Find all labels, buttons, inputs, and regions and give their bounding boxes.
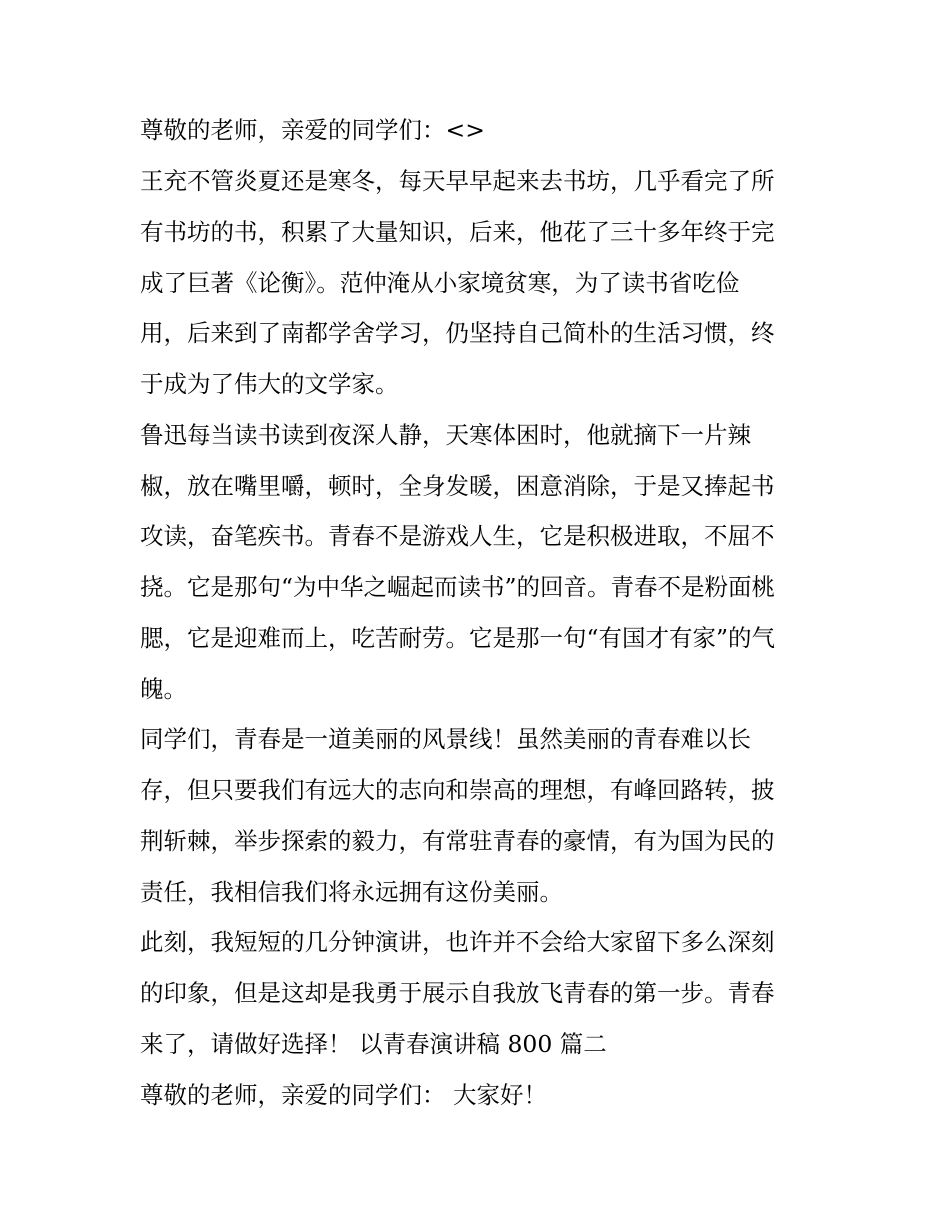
text-line: 椒，放在嘴里嚼，顿时，全身发暖，困意消除，于是又捧起书 — [140, 472, 775, 500]
text-line: 王充不管炎夏还是寒冬，每天早早起来去书坊，几乎看完了所 — [140, 167, 775, 195]
text-line: 成了巨著《论衡》。范仲淹从小家境贫寒，为了读书省吃俭 — [140, 269, 740, 297]
text-line: 腮，它是迎难而上，吃苦耐劳。它是那一句“有国才有家”的气 — [140, 624, 776, 652]
text-line: 尊敬的老师，亲爱的同学们： 大家好！ — [140, 1081, 547, 1109]
text-line: 来了，请做好选择！ 以青春演讲稿 800 篇二 — [140, 1030, 607, 1058]
text-line: 此刻，我短短的几分钟演讲，也许并不会给大家留下多么深刻 — [140, 928, 775, 956]
text-line: 存，但只要我们有远大的志向和崇高的理想，有峰回路转，披 — [140, 776, 775, 804]
text-line: 魄。 — [140, 675, 187, 703]
text-line: 用，后来到了南都学舍学习，仍坚持自己简朴的生活习惯，终 — [140, 319, 775, 347]
text-line: 同学们，青春是一道美丽的风景线！虽然美丽的青春难以长 — [140, 725, 751, 753]
text-line: 荆斩棘，举步探索的毅力，有常驻青春的豪情，有为国为民的 — [140, 827, 775, 855]
text-line: 责任，我相信我们将永远拥有这份美丽。 — [140, 878, 563, 906]
text-line: 的印象，但是这却是我勇于展示自我放飞青春的第一步。青春 — [140, 979, 775, 1007]
text-line: 攻读，奋笔疾书。青春不是游戏人生，它是积极进取，不屈不 — [140, 522, 775, 550]
text-line: 尊敬的老师，亲爱的同学们：<> — [140, 116, 485, 144]
text-line: 鲁迅每当读书读到夜深人静，天寒体困时，他就摘下一片辣 — [140, 421, 751, 449]
text-line: 挠。它是那句“为中华之崛起而读书”的回音。青春不是粉面桃 — [140, 573, 776, 601]
text-line: 有书坊的书，积累了大量知识，后来，他花了三十多年终于完 — [140, 218, 775, 246]
text-line: 于成为了伟大的文学家。 — [140, 370, 399, 398]
